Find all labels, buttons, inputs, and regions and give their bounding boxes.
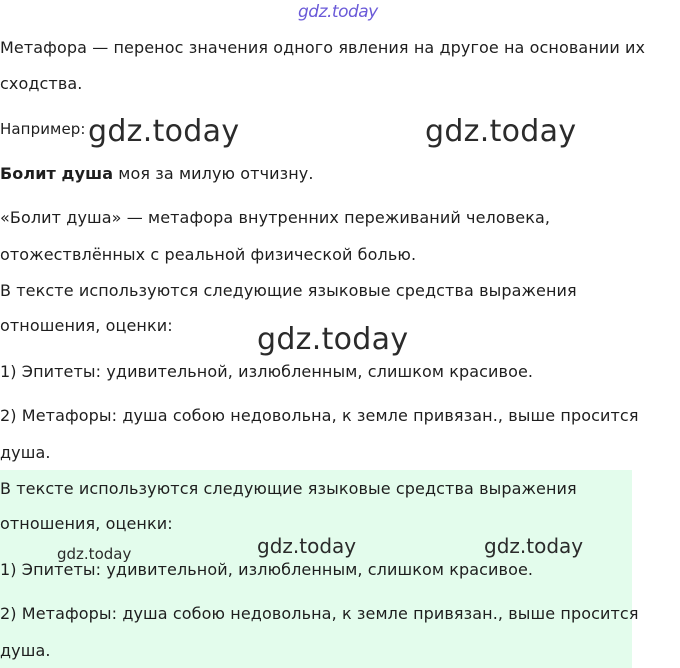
watermark-4: gdz.today: [57, 545, 132, 563]
watermark-5: gdz.today: [257, 534, 357, 558]
example-bold-phrase: Болит душа: [0, 164, 114, 183]
watermark-top: gdz.today: [298, 2, 378, 22]
definition-line-2: сходства.: [0, 74, 83, 93]
item-metaphors-line-2: душа.: [0, 443, 51, 462]
means-intro-line-1: В тексте используются следующие языковые средства выражения: [0, 281, 577, 300]
highlight-item-metaphors-line-1: 2) Метафоры: душа собою недовольна, к земле привязан., выше просится: [0, 604, 639, 623]
watermark-1: gdz.today: [88, 114, 240, 149]
highlight-item-epithets: 1) Эпитеты: удивительной, излюбленным, слишком красивое.: [0, 560, 534, 579]
watermark-3: gdz.today: [257, 322, 409, 357]
watermark-2: gdz.today: [425, 114, 577, 149]
example-rest: моя за милую отчизну.: [113, 164, 314, 183]
item-metaphors-line-1: 2) Метафоры: душа собою недовольна, к земле привязан., выше просится: [0, 406, 639, 425]
means-intro-line-2: отношения, оценки:: [0, 316, 173, 335]
highlight-item-metaphors-line-2: душа.: [0, 641, 51, 660]
example-sentence: [0, 164, 314, 184]
explanation-line-1: «Болит душа» — метафора внутренних переживаний человека,: [0, 208, 551, 227]
definition-line-1: Метафора — перенос значения одного явления на другое на основании их: [0, 38, 646, 57]
highlight-intro-line-2: отношения, оценки:: [0, 514, 173, 533]
item-epithets: 1) Эпитеты: удивительной, излюбленным, слишком красивое.: [0, 362, 534, 381]
highlight-intro-line-1: В тексте используются следующие языковые средства выражения: [0, 479, 577, 498]
explanation-line-2: отожествлённых с реальной физической болью.: [0, 245, 417, 264]
watermark-6: gdz.today: [484, 534, 584, 558]
example-label: Например:: [0, 120, 86, 138]
